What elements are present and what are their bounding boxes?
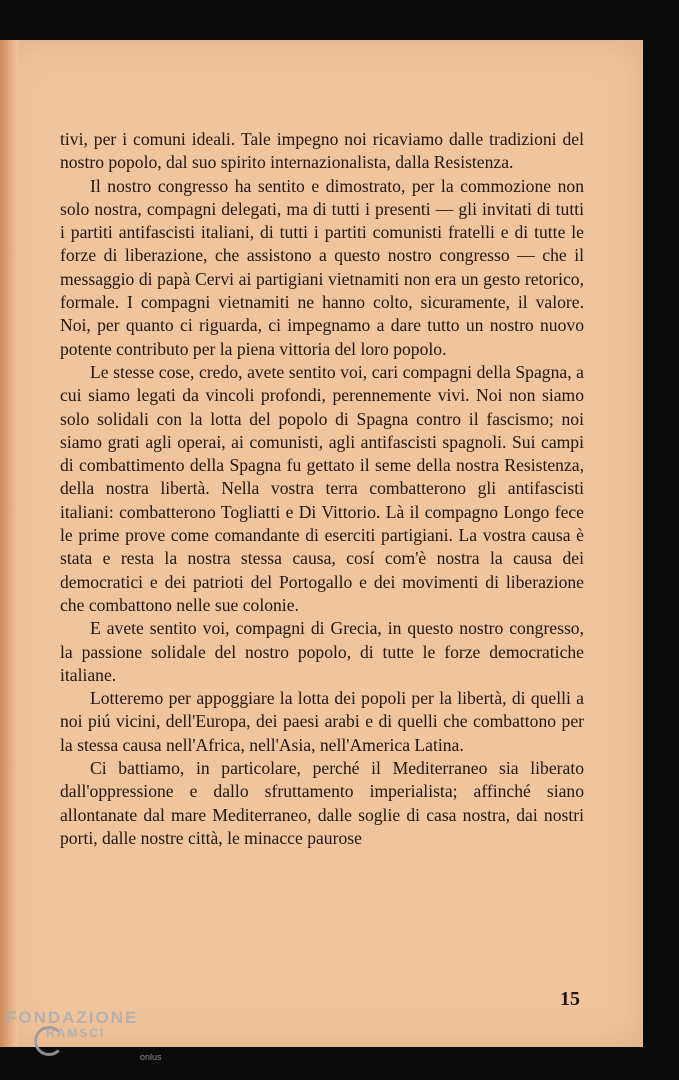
watermark-logo (6, 1008, 162, 1062)
paragraph: Il nostro congresso ha sentito e dimostrato, per la commozione non solo nostra, compagni delegati, ma di tutti i presenti — gli invitati di tutti i partiti antifascisti italiani, di tutti i partiti comunisti fratelli e di tutte le forze di liberazione, che assistono a questo nostro congresso — che il messaggio di papà Cervi ai partigiani vietnamiti non era un gesto retorico, formale. I compagni vietnamiti ne hanno colto, sicuramente, il valore. Noi, per quanto ci riguarda, ci impegnamo a dare tutto un nostro nuovo potente contributo per la piena vittoria del loro popolo. (60, 175, 584, 359)
paragraph: Lotteremo per appoggiare la lotta dei popoli per la libertà, di quelli a noi piú vicini, dell'Europa, dei paesi arabi e di quelli che combattono per la stessa causa nell'Africa, nell'Asia, nell'America Latina. (60, 688, 584, 755)
book-spine (0, 40, 18, 1047)
watermark-suffix: onlus (140, 1052, 162, 1062)
watermark-line1: FONDAZIONE (6, 1008, 139, 1027)
paragraph: tivi, per i comuni ideali. Tale impegno noi ricaviamo dalle tradizioni del nostro popolo, dal suo spirito internazionalista, dalla Resistenza. (60, 129, 584, 173)
paragraph: E avete sentito voi, compagni di Grecia, in questo nostro congresso, la passione solidale del nostro popolo, di tutte le forze democratiche italiane. (60, 618, 584, 685)
paragraph: Ci battiamo, in particolare, perché il Mediterraneo sia liberato dall'oppressione e dallo sfruttamento imperialista; affinché siano allontanate dal mare Mediterraneo, dalle soglie di casa nostra, dai nostri porti, dalle nostre città, le minacce paurose (60, 758, 584, 848)
page-number: 15 (560, 988, 580, 1010)
book-page (0, 40, 643, 1047)
paragraph: Le stesse cose, credo, avete sentito voi, cari compagni della Spagna, a cui siamo legati da vincoli profondi, perennemente vivi. Noi non siamo solo solidali con la lotta del popolo di Spagna contro il fascismo; noi siamo grati agli operai, ai comunisti, agli antifascisti spagnoli. Sui campi di combattimento della Spagna fu gettato il seme della nostra Resistenza, della nostra libertà. Nella vostra terra combatterono gli antifascisti italiani: combatterono Togliatti e Di Vittorio. Là il compagno Longo fece le prime prove come comandante di eserciti partigiani. La vostra causa è stata e resta la nostra stessa causa, cosí com'è nostra la causa dei democratici e dei patrioti del Portogallo e dei movimenti di liberazione che combattono nelle sue colonie. (60, 361, 584, 615)
body-text (60, 128, 584, 850)
watermark-line2: RAMSCI (46, 1026, 106, 1040)
